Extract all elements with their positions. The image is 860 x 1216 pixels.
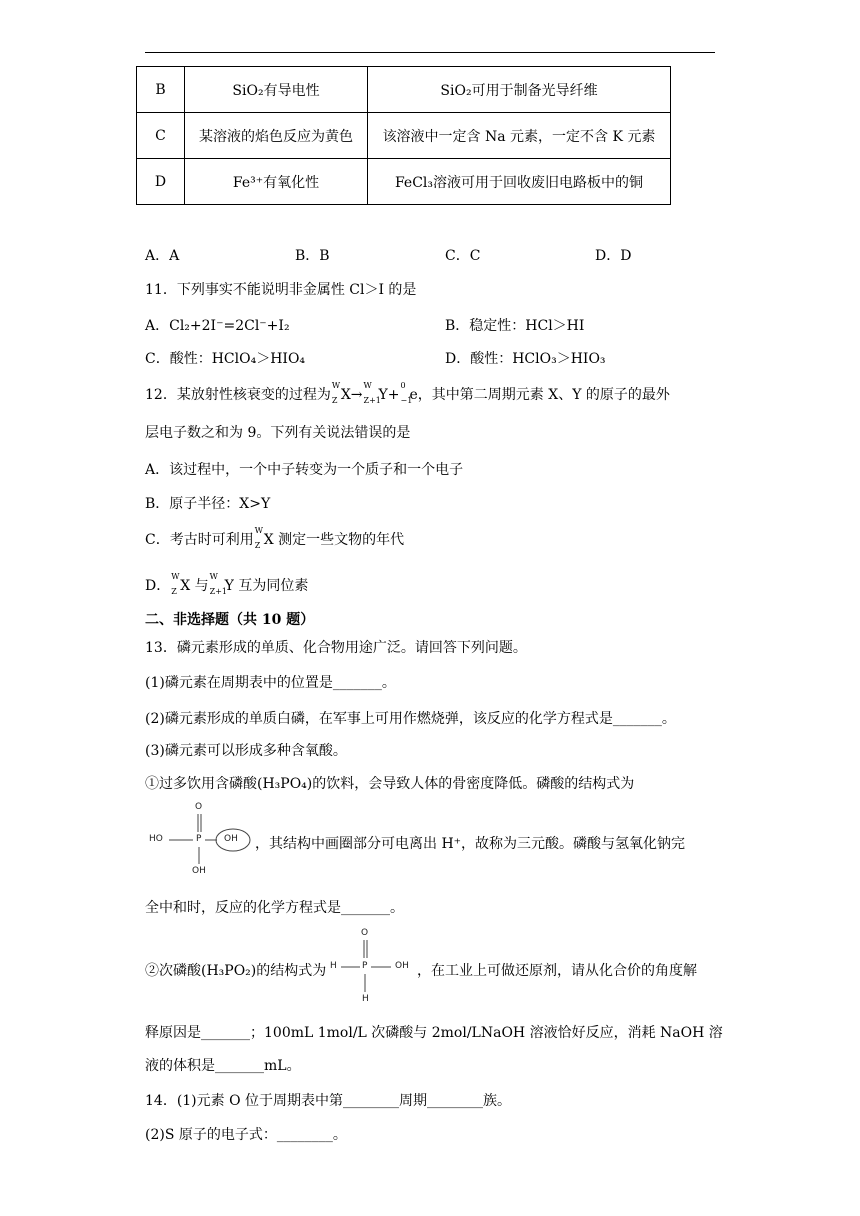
q13-part2: (2)磷元素形成的单质白磷，在军事上可用作燃烧弹，该反应的化学方程式是_______。 <box>145 711 676 727</box>
q12-stem-line2: 层电子数之和为 9。下列有关说法错误的是 <box>145 425 411 441</box>
q12-choice-b[interactable]: B．原子半径：X>Y <box>145 496 271 512</box>
row-conclusion: SiO₂可用于制备光导纤维 <box>368 67 671 113</box>
q11-choice-d[interactable]: D．酸性：HClO₃＞HIO₃ <box>445 351 606 367</box>
q14-part1: 14．(1)元素 O 位于周期表中第________周期________族。 <box>145 1093 512 1109</box>
group-ho: HO <box>149 834 163 844</box>
q11-choice-b[interactable]: B．稳定性：HCl＞HI <box>445 318 585 334</box>
q13-part3b-line3: 释原因是_______；100mL 1mol/L 次磷酸与 2mol/LNaOH 溶液恰好反应，消耗 NaOH 溶 <box>145 1025 723 1041</box>
q11-choice-a[interactable]: A．Cl₂+2I⁻=2Cl⁻+I₂ <box>145 318 290 334</box>
q12-stem-text: 12．某放射性核衰变的过程为 <box>145 387 331 403</box>
q11-stem: 11．下列事实不能说明非金属性 Cl＞I 的是 <box>145 282 417 298</box>
atom-p: P <box>196 834 202 844</box>
nuclide-y: W Z+1 <box>209 572 228 596</box>
row-statement: 某溶液的焰色反应为黄色 <box>185 113 368 159</box>
atom-o: O <box>195 802 203 812</box>
group-oh-circled: OH <box>224 834 238 844</box>
atom-h: H <box>362 994 369 1004</box>
row-statement: Fe³⁺有氧化性 <box>185 159 368 205</box>
q13-stem: 13．磷元素形成的单质、化合物用途广泛。请回答下列问题。 <box>145 640 527 656</box>
q10-choice-a[interactable]: A．A <box>145 248 180 264</box>
q13-part3b: ②次磷酸(H₃PO₂)的结构式为 <box>145 963 327 979</box>
table-row <box>137 113 671 159</box>
q13-part3: (3)磷元素可以形成多种含氧酸。 <box>145 743 347 759</box>
row-statement: SiO₂有导电性 <box>185 67 368 113</box>
atom-p: P <box>362 961 368 971</box>
q10-choice-c[interactable]: C．C <box>445 248 481 264</box>
options-table <box>136 66 671 205</box>
nuclide-x: W Z <box>331 381 341 405</box>
q10-choice-b[interactable]: B．B <box>295 248 330 264</box>
q10-choice-d[interactable]: D．D <box>595 248 632 264</box>
row-label: D <box>137 159 185 205</box>
q12-stem: 12．某放射性核衰变的过程为 W Z X→ W Z+1 Y+ 0 −1 e，其中第二周期元素 X、Y 的原子的最外 <box>145 381 670 405</box>
q13-part3a-text: ，其结构中画圈部分可电离出 H⁺，故称为三元酸。磷酸与氢氧化钠完 <box>255 836 686 852</box>
row-conclusion: FeCl₃溶液可用于回收废旧电路板中的铜 <box>368 159 671 205</box>
row-conclusion: 该溶液中一定含 Na 元素，一定不含 K 元素 <box>368 113 671 159</box>
section-heading: 二、非选择题（共 10 题） <box>145 612 315 628</box>
row-label: C <box>137 113 185 159</box>
q11-choice-c[interactable]: C．酸性：HClO₄＞HIO₄ <box>145 351 306 367</box>
q13-part3a-line3: 全中和时，反应的化学方程式是_______。 <box>145 900 404 916</box>
group-oh: OH <box>192 866 206 876</box>
row-label: B <box>137 67 185 113</box>
q13-part3b-line4: 液的体积是_______mL。 <box>145 1058 301 1074</box>
q12-choice-c[interactable]: C．考古时可利用 W Z X 测定一些文物的年代 <box>145 526 405 550</box>
q13-part3a: ①过多饮用含磷酸(H₃PO₄)的饮料，会导致人体的骨密度降低。磷酸的结构式为 <box>145 776 635 792</box>
electron-symbol: 0 −1 <box>400 381 413 405</box>
nuclide-x: W Z <box>254 526 263 550</box>
q13-part3b-text: ，在工业上可做还原剂，请从化合价的角度解 <box>417 963 697 979</box>
q12-choice-a[interactable]: A．该过程中，一个中子转变为一个质子和一个电子 <box>145 462 464 478</box>
table-row <box>137 67 671 113</box>
nuclide-x: W Z <box>171 572 180 596</box>
group-oh: OH <box>395 961 409 971</box>
hypophosphorous-acid-structure <box>329 926 417 1006</box>
header-rule <box>145 52 715 53</box>
nuclide-y: W Z+1 <box>363 381 381 405</box>
atom-o: O <box>361 928 369 938</box>
atom-h: H <box>330 961 337 971</box>
table-row <box>137 159 671 205</box>
q14-part2: (2)S 原子的电子式：________。 <box>145 1127 347 1143</box>
q13-part1: (1)磷元素在周期表中的位置是_______。 <box>145 675 396 691</box>
q12-choice-d[interactable]: D． W Z X 与 W Z+1 Y 互为同位素 <box>145 572 309 596</box>
phosphoric-acid-structure <box>145 800 253 880</box>
